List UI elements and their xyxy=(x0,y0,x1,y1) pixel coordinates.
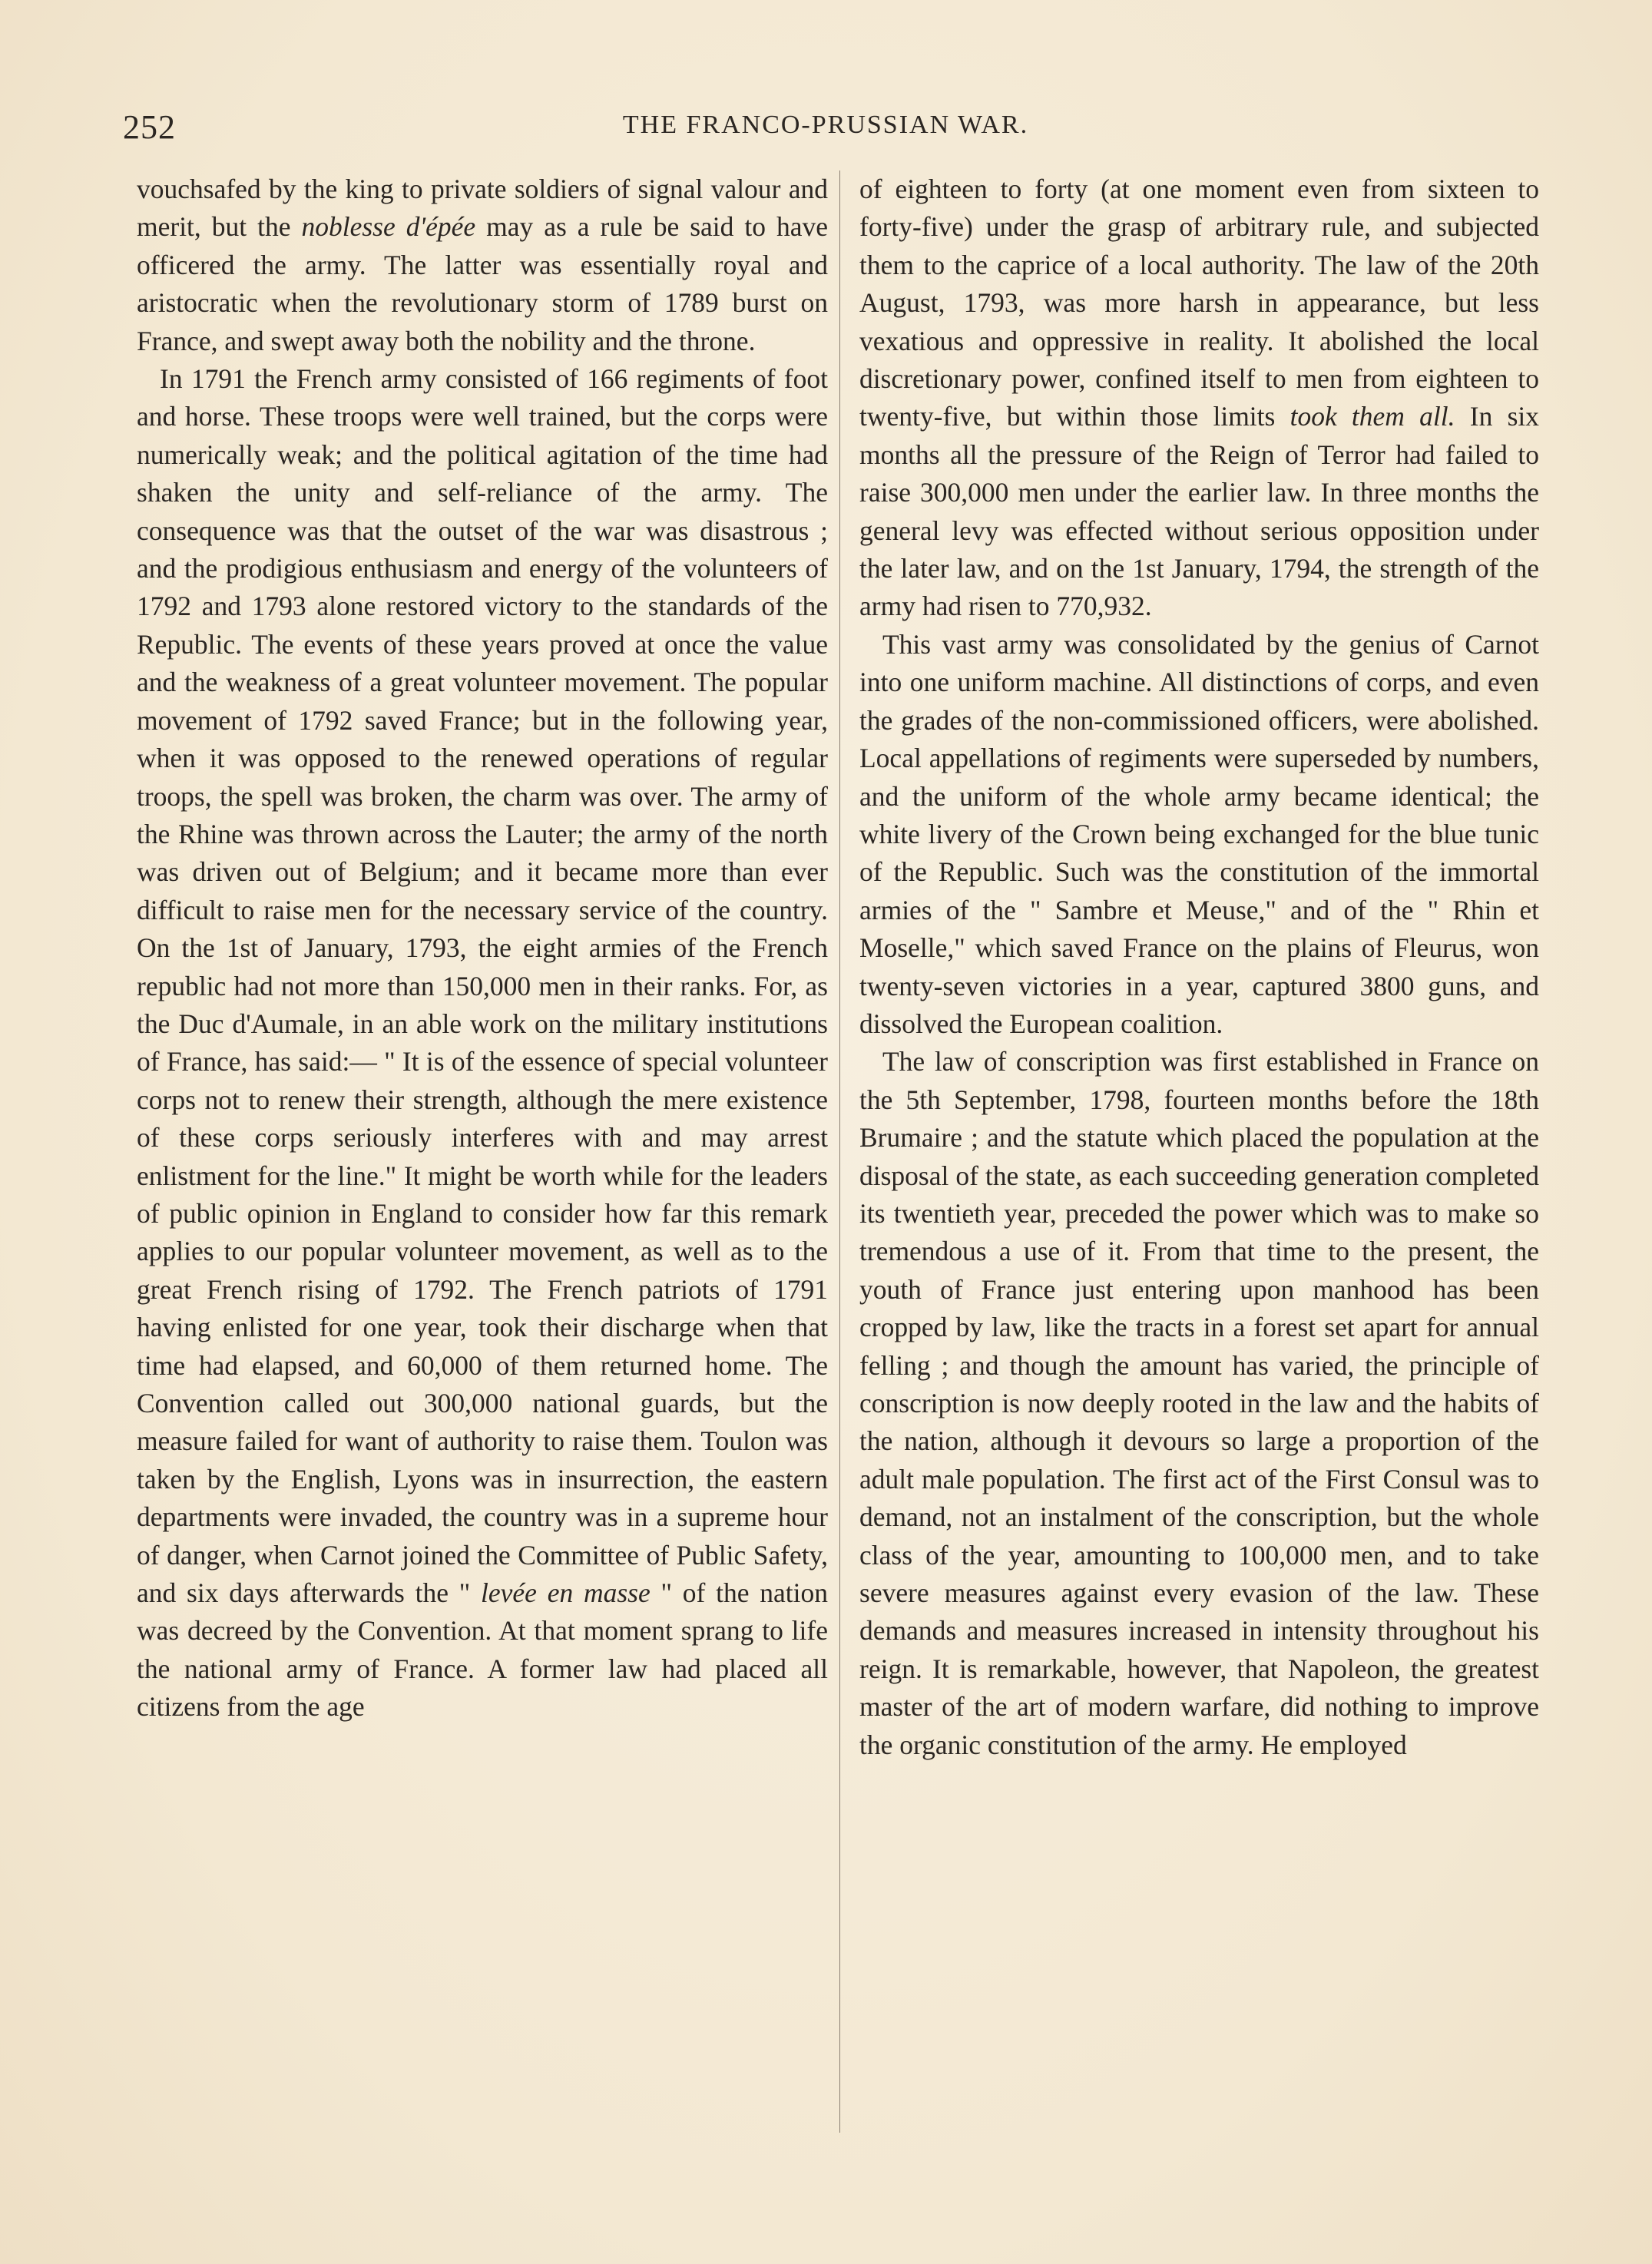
right-column xyxy=(859,170,1539,1764)
running-title: THE FRANCO-PRUSSIAN WAR. xyxy=(622,111,1029,139)
paragraph: vouchsafed by the king to private soldiers of signal valour and merit, but the noblesse d'épée may as a rule be said to have officered the army. The latter was essentially royal and aristocratic when the revolutionary storm of 1789 burst on France, and swept away both the nobility and the throne. xyxy=(137,174,828,356)
left-column xyxy=(137,170,828,1726)
italic-phrase: noblesse d'épée xyxy=(301,211,476,243)
paragraph: In 1791 the French army consisted of 166 regiments of foot and horse. These troops were well trained, but the corps were numerically weak; and the political agitation of the time had shaken the unity and self-reliance of the army. The consequence was that the outset of the war was disastrous ; and the prodigious enthusiasm and energy of the volunteers of 1792 and 1793 alone restored victory to the standards of the Republic. The events of these years proved at once the value and the weakness of a great volunteer movement. The popular movement of 1792 saved France; but in the following year, when it was opposed to the renewed operations of regular troops, the spell was broken, the charm was over. The army of the Rhine was thrown across the Lauter; the army of the north was driven out of Belgium; and it became more than ever difficult to raise men for the necessary service of the country. On the 1st of January, 1793, the eight armies of the French republic had not more than 150,000 men in their ranks. For, as the Duc d'Aumale, in an able work on the military institutions of France, has said:— " It is of the essence of special volunteer corps not to renew their strength, although the mere existence of these corps seriously interferes with and may arrest enlistment for the line." It might be worth while for the leaders of public opinion in England to consider how far this remark applies to our popular volunteer movement, as well as to the great French rising of 1792. The French patriots of 1791 having enlisted for one year, took their discharge when that time had elapsed, and 60,000 of them returned home. The Convention called out 300,000 national guards, but the measure failed for want of authority to raise them. Toulon was taken by the English, Lyons was in insurrection, the eastern departments were invaded, the country was in a supreme hour of danger, when Carnot joined the Committee of Public Safety, and six days afterwards the " levée en masse " of the nation was decreed by the Convention. At that moment sprang to life the national army of France. A former law had placed all citizens from the age xyxy=(137,363,829,1723)
italic-phrase: levée en masse xyxy=(481,1577,651,1609)
column-divider xyxy=(839,170,840,2133)
page-number: 252 xyxy=(123,108,176,146)
italic-phrase: took them all. xyxy=(1289,401,1455,432)
paragraph: The law of conscription was first established in France on the 5th September, 1798, fourteen months before the 18th Brumaire ; and the statute which placed the population at the disposal of the state, as each succeeding generation completed its twentieth year, preceded the power which was to make so tremendous a use of it. From that time to the present, the youth of France just entering upon manhood has been cropped by law, like the tracts in a forest set apart for annual felling ; and though the amount has varied, the principle of conscription is now deeply rooted in the law and the habits of the nation, although it devours so large a proportion of the adult male population. The first act of the First Consul was to demand, not an instalment of the conscription, but the whole class of the year, amounting to 100,000 men, and to take severe measures against every evasion of the law. These demands and measures increased in intensity throughout his reign. It is remarkable, however, that Napoleon, the greatest master of the art of modern warfare, did nothing to improve the organic constitution of the army. He employed xyxy=(859,1046,1539,1760)
paragraph: of eighteen to forty (at one moment even from sixteen to forty-five) under the grasp of arbitrary rule, and subjected them to the caprice of a local authority. The law of the 20th August, 1793, was more harsh in appearance, but less vexatious and oppressive in reality. It abolished the local discretionary power, confined itself to men from eighteen to twenty-five, but within those limits took them all. In six months all the pressure of the Reign of Terror had failed to raise 300,000 men under the earlier law. In three months the general levy was effected without serious opposition under the later law, and on the 1st January, 1794, the strength of the army had risen to 770,932. xyxy=(859,174,1539,622)
running-head xyxy=(123,108,1528,154)
paragraph: This vast army was consolidated by the genius of Carnot into one uniform machine. All distinctions of corps, and even the grades of the non-commissioned officers, were abolished. Local appellations of regiments were superseded by numbers, and the uniform of the whole army became identical; the white livery of the Crown being exchanged for the blue tunic of the Republic. Such was the constitution of the immortal armies of the " Sambre et Meuse," and of the " Rhin et Moselle," which saved France on the plains of Fleurus, won twenty-seven victories in a year, captured 3800 guns, and dissolved the European coalition. xyxy=(859,628,1539,1039)
